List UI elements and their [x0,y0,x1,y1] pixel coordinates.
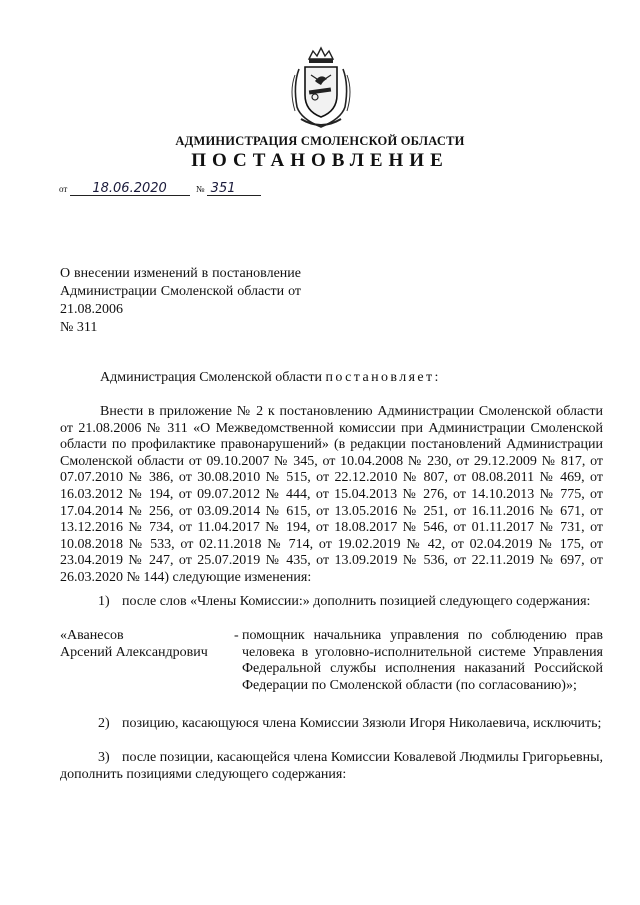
number-value: 351 [207,182,261,196]
coat-of-arms-emblem [287,45,355,131]
member-given-names: Арсений Александрович [60,644,208,660]
organization-title: АДМИНИСТРАЦИЯ СМОЛЕНСКОЙ ОБЛАСТИ [175,134,465,148]
item-number: 3) [98,750,110,765]
date-label: от [59,184,68,194]
main-paragraph: Внести в приложение № 2 к постановлению Администрации Смоленской области от 21.08.2006 № 311 «О Межведомственной комиссии при Администрации Смоленской области по профилактике правонарушений» (в редакции постановлений Администрации Смоленской области от 09.10.2007 № 345, от 10.04.2008 № 230, от 29.12.2009 № 817, от 07.07.2010 № 386, от 30.08.2010 № 515, от 22.12.2010 № 807, от 08.08.2011 № 469, от 16.03.2012 № 194, от 09.07.2012 № 444, от 15.04.2013 № 276, от 14.10.2013 № 775, от 17.04.2014 № 256, от 03.09.2014 № 615, от 13.05.2016 № 251, от 16.11.2016 № 671, от 13.12.2016 № 734, от 11.04.2017 № 194, от 18.08.2017 № 546, от 01.11.2017 № 731, от 10.08.2018 № 533, от 02.11.2018 № 714, от 19.02.2019 № 42, от 02.04.2019 № 175, от 23.04.2019 № 247, от 25.07.2019 № 435, от 13.09.2019 № 536, от 22.11.2019 № 697, от 26.03.2020 № 144) следующие изменения: [60,404,603,585]
item-number: 1) [98,594,110,609]
change-item-3 [60,750,603,783]
decree-verb: постановляет: [325,370,441,385]
decree-subject: Администрация Смоленской области [100,370,323,385]
document-subject [60,265,301,337]
main-paragraph-block [60,404,603,587]
member-surname: «Аванесов [60,628,124,643]
change-item-2 [60,716,603,733]
date-number-line [59,182,261,196]
date-value: 18.06.2020 [70,182,190,196]
member-dash: - [234,628,239,643]
subject-last-line: № 311 [60,320,98,335]
change-item-1 [60,594,603,611]
member-entry [60,628,603,712]
number-label: № [195,184,205,194]
item-text: после слов «Члены Комиссии:» дополнить позицией следующего содержания: [122,594,591,609]
member-name [60,628,240,661]
member-position: помощник начальника управления по соблюдению прав человека в уголовно-исполнительной системе Управления Федеральной службы исполнения наказаний Российской Федерации по Смоленской области (по согласованию)»; [242,628,603,693]
document-type-title: ПОСТАНОВЛЕНИЕ [191,150,449,171]
item-text: позицию, касающуюся члена Комиссии Зязюли Игоря Николаевича, исключить; [122,716,602,731]
subject-text: О внесении изменений в постановление Администрации Смоленской области от 21.08.2006 [60,266,301,317]
item-number: 2) [98,716,110,731]
decree-intro [100,370,441,386]
item-text: после позиции, касающейся члена Комиссии Ковалевой Людмилы Григорьевны, дополнить позициями следующего содержания: [60,750,603,782]
